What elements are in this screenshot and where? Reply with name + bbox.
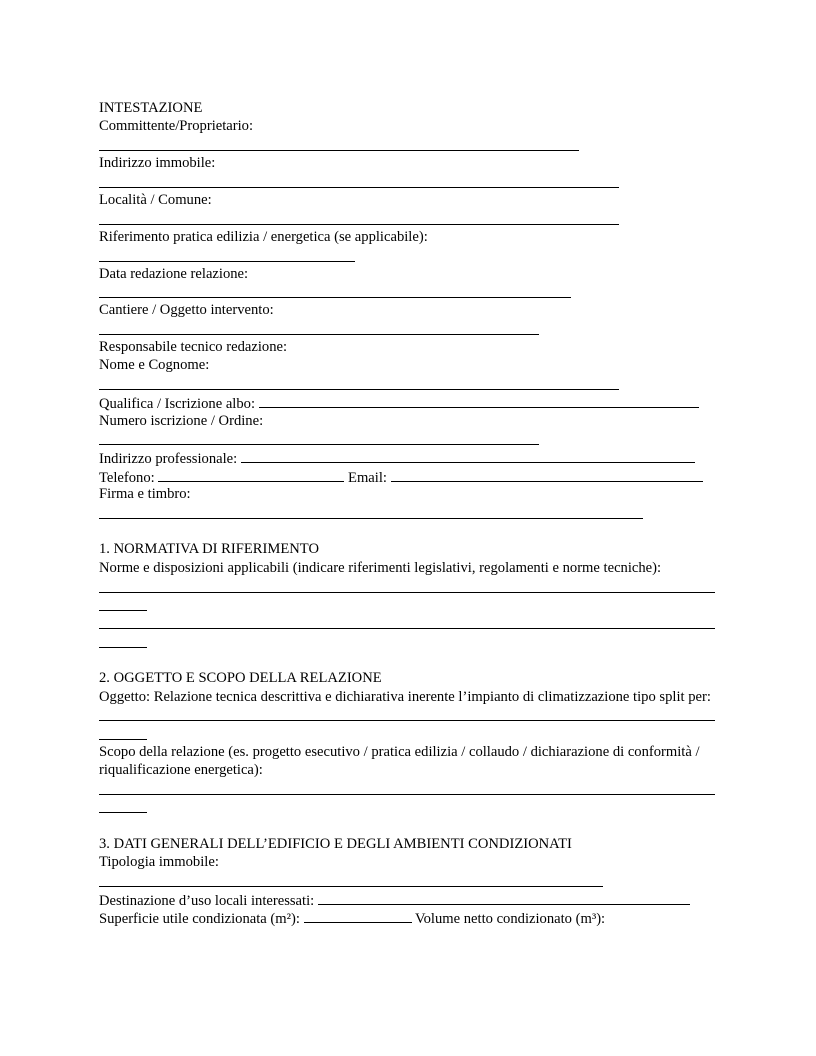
superficie-row: [99, 908, 719, 926]
section2-scopo-field-cont[interactable]: [99, 798, 719, 816]
localita-field[interactable]: [99, 209, 719, 227]
section1-field-1[interactable]: [99, 577, 719, 595]
superficie-label: Superficie utile condizionata (m²):: [99, 911, 300, 928]
section2-title: 2. OGGETTO E SCOPO DELLA RELAZIONE: [99, 670, 382, 687]
volume-label: Volume netto condizionato (m³):: [414, 911, 606, 928]
qualifica-field[interactable]: [259, 393, 699, 408]
data-label: Data redazione relazione:: [99, 265, 249, 282]
indirizzo-prof-field[interactable]: [241, 448, 695, 463]
committente-field[interactable]: [99, 136, 719, 154]
nome-label: Nome e Cognome:: [99, 357, 210, 374]
riferimento-field[interactable]: [99, 246, 719, 264]
indirizzo-prof-row: [99, 448, 719, 466]
destinazione-row: [99, 890, 719, 908]
indirizzo-label: Indirizzo immobile:: [99, 155, 216, 172]
localita-label: Località / Comune:: [99, 191, 212, 208]
cantiere-label: Cantiere / Oggetto intervento:: [99, 302, 274, 319]
section1-field-2[interactable]: [99, 614, 719, 632]
numero-field[interactable]: [99, 430, 719, 448]
nome-field[interactable]: [99, 375, 719, 393]
section2-oggetto: Oggetto: Relazione tecnica descrittiva e dichiarativa inerente l’impianto di climatizzazione tipo split per:: [99, 688, 711, 705]
tipologia-field[interactable]: [99, 871, 719, 889]
section2-scopo-field[interactable]: [99, 780, 719, 798]
email-field[interactable]: [391, 467, 703, 482]
section1-text: Norme e disposizioni applicabili (indicare riferimenti legislativi, regolamenti e norme tecniche):: [99, 559, 662, 576]
destinazione-label: Destinazione d’uso locali interessati:: [99, 892, 315, 909]
telefono-label: Telefono:: [99, 469, 155, 486]
qualifica-label: Qualifica / Iscrizione albo:: [99, 396, 256, 413]
superficie-field[interactable]: [304, 908, 412, 923]
section1-title: 1. NORMATIVA DI RIFERIMENTO: [99, 541, 320, 558]
section1-field-1-cont[interactable]: [99, 596, 719, 614]
data-field[interactable]: [99, 283, 719, 301]
committente-label: Committente/Proprietario:: [99, 118, 254, 135]
section2-oggetto-field[interactable]: [99, 706, 719, 724]
telefono-field[interactable]: [158, 467, 344, 482]
tipologia-label: Tipologia immobile:: [99, 854, 219, 871]
section2-scopo: Scopo della relazione (es. progetto esecutivo / pratica edilizia / collaudo / dichiarazione di conformità / riqualificazione energetica):: [99, 743, 700, 779]
section2-oggetto-field-cont[interactable]: [99, 724, 719, 742]
destinazione-field[interactable]: [318, 890, 690, 905]
responsabile-label: Responsabile tecnico redazione:: [99, 339, 288, 356]
indirizzo-field[interactable]: [99, 173, 719, 191]
contatti-row: [99, 467, 719, 485]
firma-field[interactable]: [99, 504, 719, 522]
email-label: Email:: [348, 469, 387, 486]
riferimento-label: Riferimento pratica edilizia / energetica (se applicabile):: [99, 228, 428, 245]
firma-label: Firma e timbro:: [99, 486, 191, 503]
header-title: INTESTAZIONE: [99, 100, 203, 116]
section1-field-2-cont[interactable]: [99, 632, 719, 650]
section3-title: 3. DATI GENERALI DELL’EDIFICIO E DEGLI AMBIENTI CONDIZIONATI: [99, 835, 572, 852]
cantiere-field[interactable]: [99, 320, 719, 338]
numero-label: Numero iscrizione / Ordine:: [99, 412, 264, 429]
qualifica-row: [99, 393, 719, 411]
document-body: [99, 99, 719, 927]
indirizzo-prof-label: Indirizzo professionale:: [99, 451, 238, 468]
